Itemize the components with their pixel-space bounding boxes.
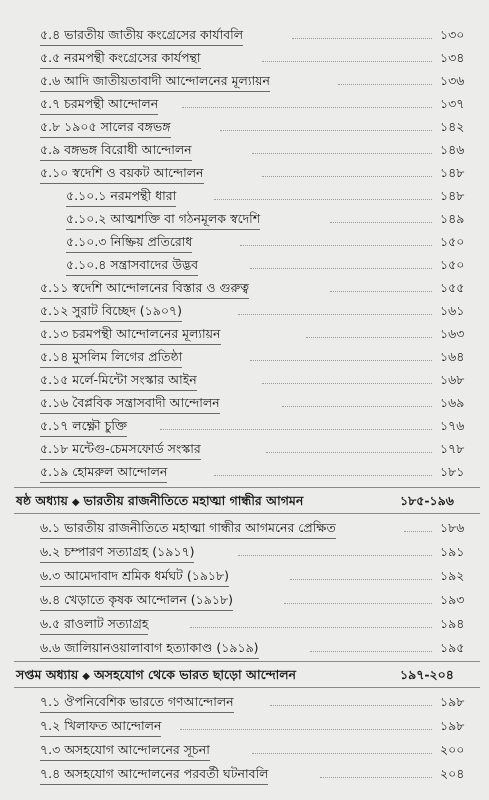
toc-entry-title: ৬.১ ভারতীয় রাজনীতিতে মহাত্মা গান্ধীর আগমনের প্রেক্ষিত: [40, 518, 336, 539]
leader-dots: [270, 705, 432, 706]
toc-entry-page: ১৪২: [440, 119, 465, 134]
leader-dots: [292, 38, 432, 39]
leader-dots: [262, 176, 432, 177]
toc-entry-title: ৫.৪ ভারতীয় জাতীয় কংগ্রেসের কার্যাবলি: [40, 25, 243, 46]
toc-entry-title: ৭.১ ঔপনিবেশিক ভারতে গণআন্দোলন: [40, 692, 234, 713]
toc-entry-title: ৭.৩ অসহযোগ আন্দোলনের সূচনা: [40, 740, 210, 761]
toc-entry-title: ৫.৭ চরমপন্থী আন্দোলন: [40, 94, 158, 115]
toc-entry-title: ৭.৪ অসহযোগ আন্দোলনের পরবর্তী ঘটনাবলি: [40, 764, 268, 785]
toc-entry-page: ১৯৪: [440, 616, 465, 631]
leader-dots: [262, 61, 432, 62]
toc-entry: [0, 542, 489, 562]
toc-entry: [0, 439, 489, 459]
toc-entry-page: ১৬১: [440, 303, 465, 318]
leader-dots: [404, 531, 432, 532]
leader-dots: [282, 406, 432, 407]
leader-dots: [252, 753, 432, 754]
chapter-page-range: ১৮৫-১৯৬: [400, 493, 454, 508]
leader-dots: [238, 555, 432, 556]
leader-dots: [330, 291, 432, 292]
toc-entry-title: ৫.১৬ বৈপ্লবিক সন্ত্রাসবাদী আন্দোলন: [40, 393, 220, 414]
chapter-divider: [14, 513, 480, 514]
leader-dots: [180, 729, 432, 730]
toc-entry-page: ১৯২: [440, 568, 465, 583]
leader-dots: [330, 222, 432, 223]
toc-entry: [0, 638, 489, 658]
toc-entry-title: ৫.১০.৩ নিষ্ক্রিয় প্রতিরোধ: [66, 232, 192, 253]
toc-entry-page: ১৬৪: [440, 349, 465, 364]
chapter-title: অসহযোগ থেকে ভারত ছাড়ো আন্দোলন: [93, 667, 297, 682]
toc-entry: [0, 163, 489, 183]
toc-entry: [0, 566, 489, 586]
toc-entry-page: ১৯৫: [440, 640, 465, 655]
toc-entry-page: ২০০: [440, 742, 465, 757]
toc-entry-page: ১৯৩: [440, 592, 465, 607]
toc-entry-page: ১৭৮: [440, 441, 465, 456]
toc-subentry: [0, 232, 489, 252]
leader-dots: [250, 360, 432, 361]
toc-entry-title: ৫.৫ নরমপন্থী কংগ্রেসের কার্যপন্থা: [40, 48, 201, 69]
chapter-heading: [0, 665, 489, 685]
toc-entry: [0, 370, 489, 390]
toc-entry-title: ৬.৬ জালিয়ানওয়ালাবাগ হত্যাকাণ্ড (১৯১৯): [40, 638, 259, 659]
toc-entry-page: ১৫৫: [440, 280, 465, 295]
toc-entry: [0, 614, 489, 634]
chapter-number: ষষ্ঠ অধ্যায়: [16, 493, 68, 508]
leader-dots: [266, 452, 432, 453]
leader-dots: [284, 603, 432, 604]
diamond-icon: ◆: [82, 671, 90, 682]
leader-dots: [238, 314, 432, 315]
toc-entry-title: ৫.১০.১ নরমপন্থী ধারা: [66, 186, 176, 207]
toc-entry: [0, 740, 489, 760]
toc-entry-title: ৫.১৯ হোমরুল আন্দোলন: [40, 462, 167, 483]
toc-entry: [0, 590, 489, 610]
toc-entry-page: ১৩৬: [440, 73, 465, 88]
toc-subentry: [0, 255, 489, 275]
toc-entry: [0, 117, 489, 137]
toc-entry-title: ৫.১৩ চরমপন্থী আন্দোলনের মূল্যায়ন: [40, 324, 221, 345]
chapter-divider: [14, 487, 480, 488]
chapter-page-range: ১৯৭-২০৪: [400, 667, 454, 682]
leader-dots: [160, 429, 432, 430]
toc-entry: [0, 393, 489, 413]
toc-entry: [0, 716, 489, 736]
chapter-number: সপ্তম অধ্যায়: [16, 667, 79, 682]
toc-entry-title: ৫.৮ ১৯০৫ সালের বঙ্গভঙ্গ: [40, 117, 171, 138]
toc-entry-page: ১৩৭: [440, 96, 465, 111]
toc-entry: [0, 48, 489, 68]
toc-entry-page: ১৮১: [440, 464, 465, 479]
toc-entry-page: ১৯১: [440, 544, 465, 559]
leader-dots: [306, 337, 432, 338]
chapter-title: ভারতীয় রাজনীতিতে মহাত্মা গান্ধীর আগমন: [83, 493, 304, 508]
leader-dots: [262, 383, 432, 384]
toc-entry: [0, 462, 489, 482]
toc-entry-title: ৫.১৪ মুসলিম লিগের প্রতিষ্ঠা: [40, 347, 182, 368]
toc-entry-page: ১৫০: [440, 234, 465, 249]
toc-entry-page: ১৪৯: [440, 211, 465, 226]
toc-entry-title: ৫.৯ বঙ্গভঙ্গ বিরোধী আন্দোলন: [40, 140, 192, 161]
toc-entry-page: ১৪৮: [440, 188, 465, 203]
chapter-divider: [14, 661, 480, 662]
toc-entry-title: ৫.১৭ লক্ষ্ণৌ চুক্তি: [40, 416, 127, 437]
toc-entry-page: ১৬৩: [440, 326, 465, 341]
toc-entry: [0, 94, 489, 114]
toc-subentry: [0, 186, 489, 206]
toc-subentry: [0, 209, 489, 229]
leader-dots: [214, 199, 432, 200]
leader-dots: [240, 245, 432, 246]
toc-entry-page: ১৭৬: [440, 418, 465, 433]
toc-entry: [0, 347, 489, 367]
toc-entry-title: ৫.১০ স্বদেশি ও বয়কট আন্দোলন: [40, 163, 204, 184]
leader-dots: [182, 107, 432, 108]
toc-entry: [0, 71, 489, 91]
toc-entry: [0, 278, 489, 298]
toc-entry-title: ৬.২ চম্পারণ সত্যাগ্রহ (১৯১৭): [40, 542, 194, 563]
leader-dots: [252, 153, 432, 154]
toc-entry-title: ৫.৬ আদি জাতীয়তাবাদী আন্দোলনের মূল্যায়ন: [40, 71, 270, 92]
toc-entry: [0, 416, 489, 436]
toc-entry-page: ২০৪: [440, 766, 465, 781]
leader-dots: [320, 777, 432, 778]
toc-entry-title: ৫.১০.২ আত্মশক্তি বা গঠনমূলক স্বদেশি: [66, 209, 260, 230]
toc-entry-title: ৬.৪ খেড়াতে কৃষক আন্দোলন (১৯১৮): [40, 590, 233, 611]
toc-entry-title: ৫.১৫ মর্লে-মিন্টো সংস্কার আইন: [40, 370, 197, 391]
leader-dots: [310, 651, 432, 652]
toc-entry: [0, 764, 489, 784]
toc-entry-page: ১৯৮: [440, 694, 465, 709]
toc-entry-page: ১৮৬: [440, 520, 465, 535]
toc-entry-page: ১৯৮: [440, 718, 465, 733]
toc-entry-page: ১৬৮: [440, 372, 465, 387]
toc-entry-title: ৬.৩ আমেদাবাদ শ্রমিক ধর্মঘট (১৯১৮): [40, 566, 229, 587]
toc-entry-title: ৫.১৮ মন্টেগু-চেমসফোর্ড সংস্কার: [40, 439, 201, 460]
toc-entry-title: ৫.১০.৪ সন্ত্রাসবাদের উদ্ভব: [66, 255, 198, 276]
toc-entry-page: ১৪৬: [440, 142, 465, 157]
toc-entry-page: ১৫০: [440, 257, 465, 272]
toc-entry-page: ১৬৯: [440, 395, 465, 410]
leader-dots: [190, 627, 432, 628]
toc-entry-page: ১৩০: [440, 27, 465, 42]
toc-entry-title: ৭.২ খিলাফত আন্দোলন: [40, 716, 161, 737]
leader-dots: [220, 130, 432, 131]
toc-entry: [0, 692, 489, 712]
toc-entry: [0, 518, 489, 538]
toc-entry-title: ৬.৫ রাওলাট সত্যাগ্রহ: [40, 614, 148, 635]
chapter-divider: [14, 687, 480, 688]
leader-dots: [338, 84, 432, 85]
leader-dots: [250, 268, 432, 269]
toc-entry: [0, 140, 489, 160]
chapter-heading: [0, 491, 489, 511]
diamond-icon: ◆: [71, 497, 80, 508]
toc-entry-page: ১৪৮: [440, 165, 465, 180]
toc-entry: [0, 301, 489, 321]
leader-dots: [290, 579, 432, 580]
toc-entry-title: ৫.১১ স্বদেশি আন্দোলনের বিস্তার ও গুরুত্ব: [40, 278, 249, 299]
leader-dots: [214, 475, 432, 476]
toc-entry: [0, 324, 489, 344]
toc-entry-page: ১৩৪: [440, 50, 465, 65]
toc-entry-title: ৫.১২ সুরাট বিচ্ছেদ (১৯০৭): [40, 301, 182, 322]
toc-entry: [0, 25, 489, 45]
